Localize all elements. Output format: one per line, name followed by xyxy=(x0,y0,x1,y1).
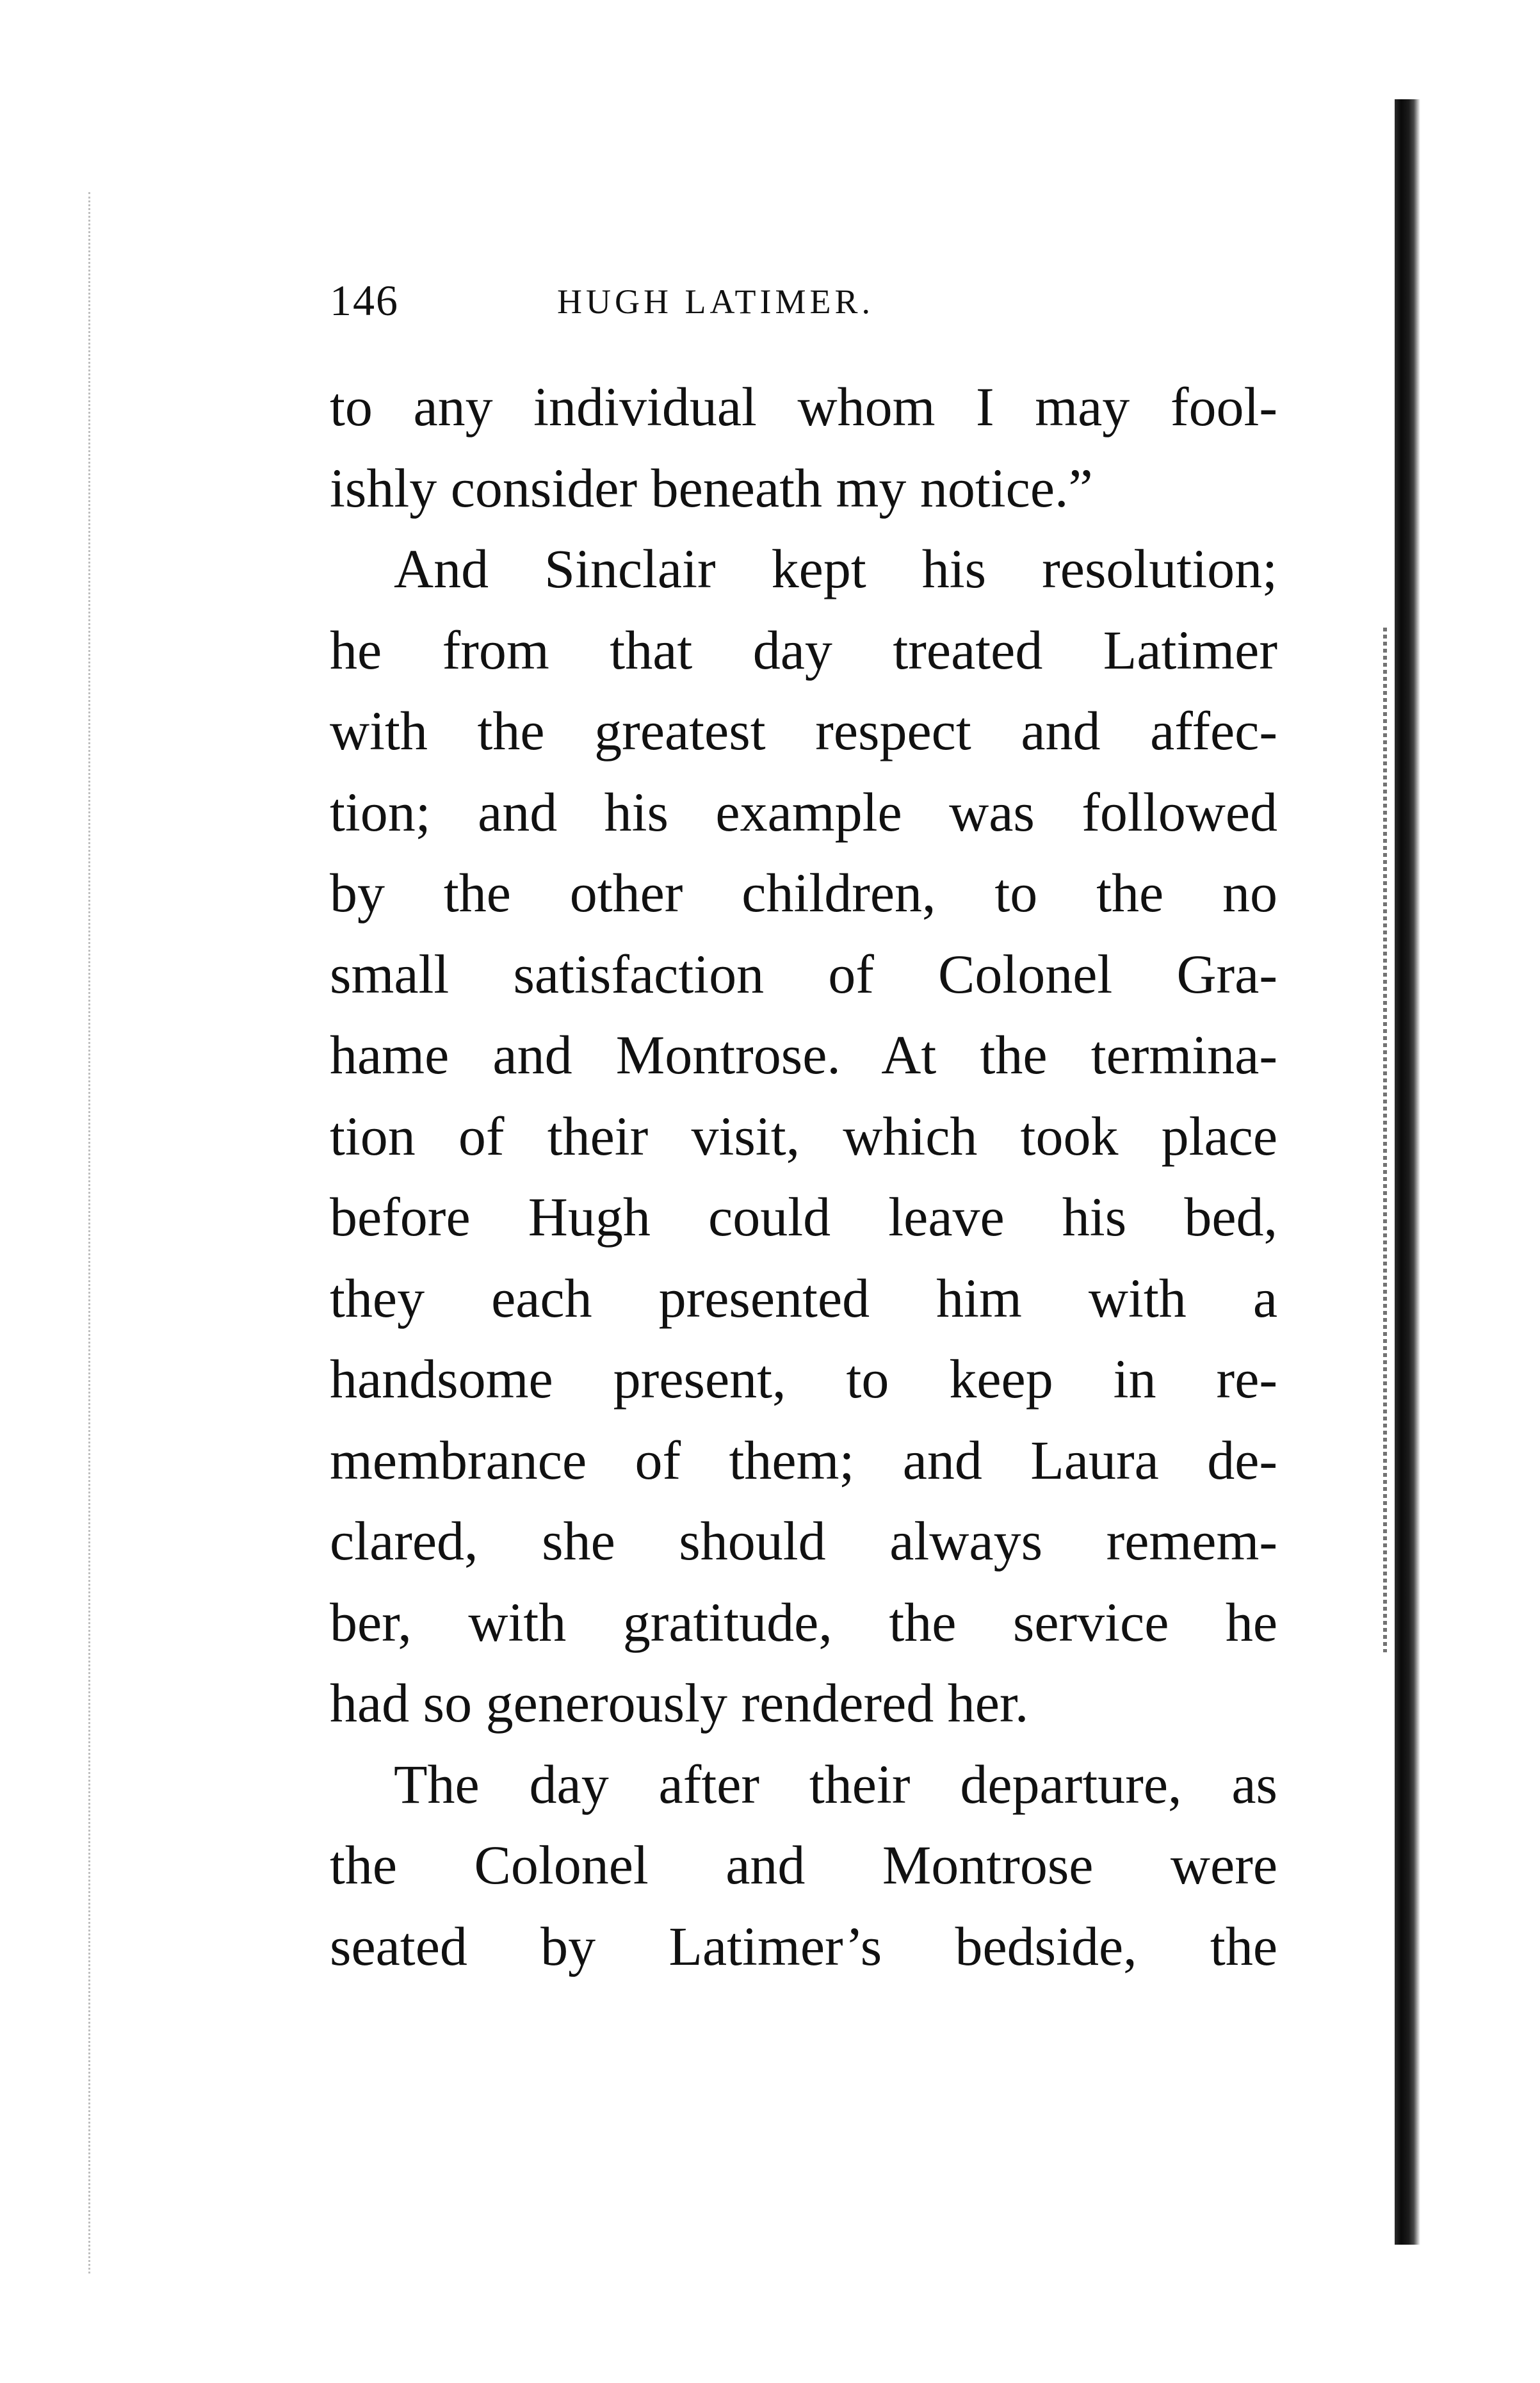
text-line: with the greatest respect and affec- xyxy=(330,700,1277,761)
text-line: seated by Latimer’s bedside, the xyxy=(330,1915,1277,1977)
body-text xyxy=(330,366,1277,1987)
running-title: HUGH LATIMER. xyxy=(557,282,874,321)
text-line: membrance of them; and Laura de- xyxy=(330,1429,1277,1491)
binding-shadow xyxy=(1395,99,1420,2245)
paragraph-start-line: And Sinclair kept his resolution; xyxy=(394,538,1277,599)
text-line: ber, with gratitude, the service he xyxy=(330,1591,1277,1653)
text-line: small satisfaction of Colonel Gra- xyxy=(330,943,1277,1005)
running-head xyxy=(330,275,1303,333)
text-line: tion of their visit, which took place xyxy=(330,1105,1277,1167)
text-line: clared, she should always remem- xyxy=(330,1510,1277,1572)
page-number: 146 xyxy=(330,276,399,325)
text-line: handsome present, to keep in re- xyxy=(330,1348,1277,1410)
text-line: tion; and his example was followed xyxy=(330,781,1277,843)
text-line: he from that day treated Latimer xyxy=(330,619,1277,681)
paragraph-start-line: The day after their departure, as xyxy=(394,1753,1277,1815)
text-line: had so generously rendered her. xyxy=(330,1672,1029,1734)
text-line: hame and Montrose. At the termina- xyxy=(330,1024,1277,1086)
scan-edge-specks xyxy=(88,192,103,2273)
text-line: to any individual whom I may fool- xyxy=(330,376,1277,437)
text-line: before Hugh could leave his bed, xyxy=(330,1186,1277,1248)
text-line: the Colonel and Montrose were xyxy=(330,1834,1277,1896)
text-line: ishly consider beneath my notice.” xyxy=(330,457,1093,519)
binding-edge-texture xyxy=(1383,628,1387,1652)
text-line: by the other children, to the no xyxy=(330,862,1277,923)
text-line: they each presented him with a xyxy=(330,1267,1277,1329)
